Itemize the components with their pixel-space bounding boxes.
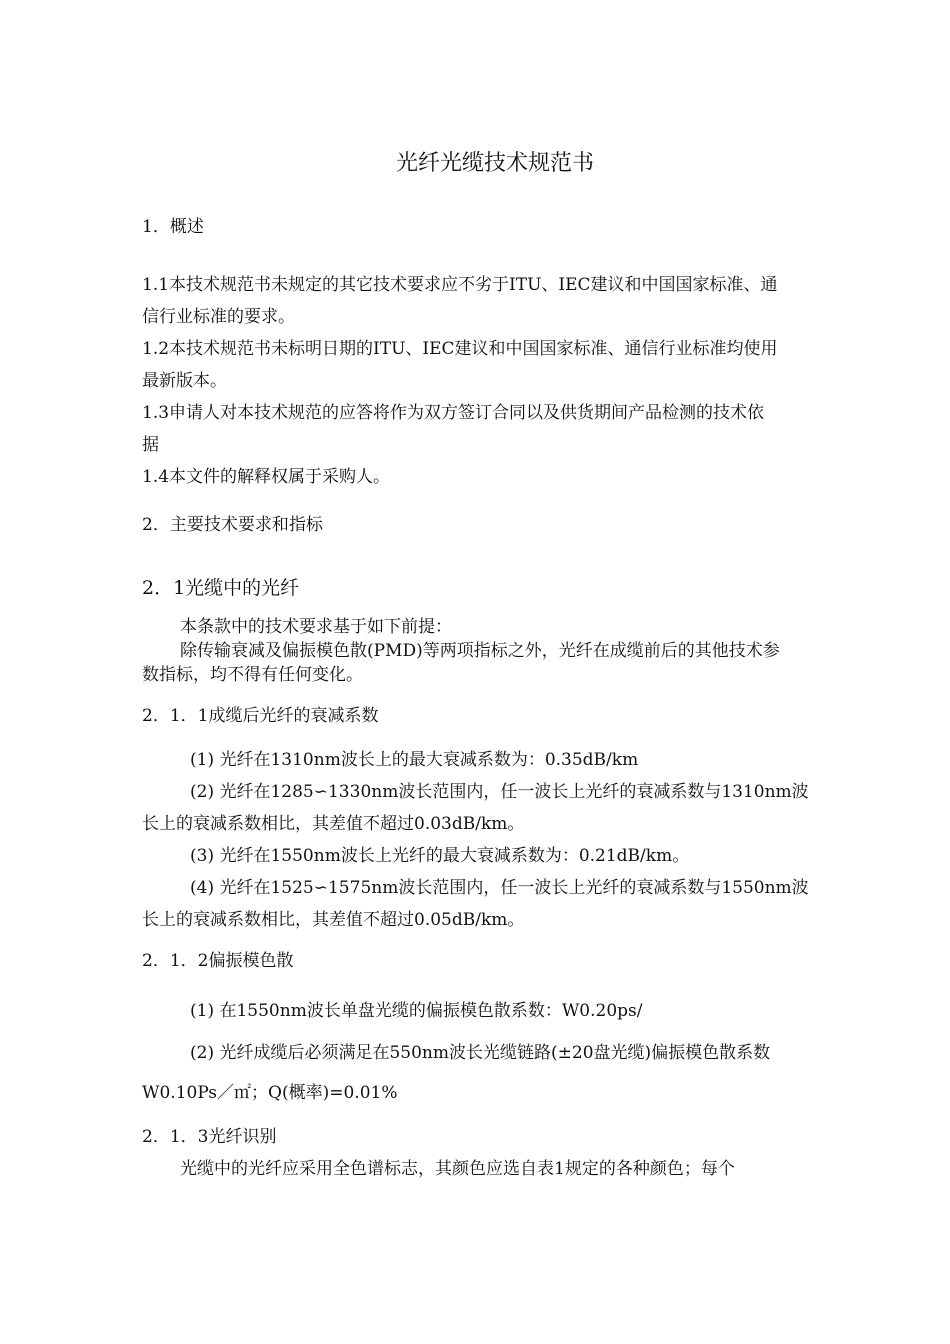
section-1-heading: 1．概述	[142, 217, 204, 237]
section-2-1-3-heading: 2．1．3光纤识别	[142, 1127, 277, 1147]
item-4-line1: (4) 光纤在1525∽1575nm波长范围内，任一波长上光纤的衰减系数与1550nm波	[190, 878, 809, 898]
item-4-line2: 长上的衰减系数相比，其差值不超过0.05dB/km。	[142, 910, 525, 930]
section-2-heading: 2．主要技术要求和指标	[142, 515, 323, 535]
document-title: 光纤光缆技术规范书	[395, 151, 594, 176]
section-2-1-2-heading: 2．1．2偏振模色散	[142, 951, 294, 971]
premise-line: 本条款中的技术要求基于如下前提：	[180, 617, 452, 637]
item-2-line2: 长上的衰减系数相比，其差值不超过0.03dB/km。	[142, 814, 525, 834]
pmd-item-1: (1) 在1550nm波长单盘光缆的偏振模色散系数：W0.20ps/	[190, 1001, 643, 1021]
para-1-3-line1: 1.3申请人对本技术规范的应答将作为双方签订合同以及供货期间产品检测的技术依	[142, 403, 765, 423]
para-1-2-line2: 最新版本。	[142, 371, 227, 391]
pmd-item-2-line2: W0.10Ps／㎡；Q(概率)=0.01%	[142, 1083, 398, 1103]
pmd-item-2-line1: (2) 光纤成缆后必须满足在550nm波长光缆链路(±20盘光缆)偏振模色散系数	[190, 1043, 771, 1063]
para-1-1-line1: 1.1本技术规范书未规定的其它技术要求应不劣于ITU、IEC建议和中国国家标准、通	[142, 275, 778, 295]
section-2-1-heading: 2．1光缆中的光纤	[142, 577, 300, 599]
item-2-line1: (2) 光纤在1285∽1330nm波长范围内，任一波长上光纤的衰减系数与1310nm波	[190, 782, 809, 802]
para-1-3-line2: 据	[142, 435, 159, 455]
premise-detail-line1: 除传输衰减及偏振模色散(PMD)等两项指标之外，光纤在成缆前后的其他技术参	[180, 641, 780, 661]
para-1-1-line2: 信行业标准的要求。	[142, 307, 295, 327]
fiber-identification-line1: 光缆中的光纤应采用全色谱标志，其颜色应选自表1规定的各种颜色；每个	[180, 1159, 735, 1179]
premise-detail-line2: 数指标，均不得有任何变化。	[142, 665, 363, 685]
section-2-1-1-heading: 2．1．1成缆后光纤的衰减系数	[142, 706, 379, 726]
item-1-attenuation-1310: (1) 光纤在1310nm波长上的最大衰减系数为：0.35dB/km	[190, 750, 639, 770]
para-1-2-line1: 1.2本技术规范书未标明日期的ITU、IEC建议和中国国家标准、通信行业标准均使用	[142, 339, 778, 359]
item-3-attenuation-1550: (3) 光纤在1550nm波长上光纤的最大衰减系数为：0.21dB/km。	[190, 846, 690, 866]
para-1-4: 1.4本文件的解释权属于采购人。	[142, 467, 391, 487]
